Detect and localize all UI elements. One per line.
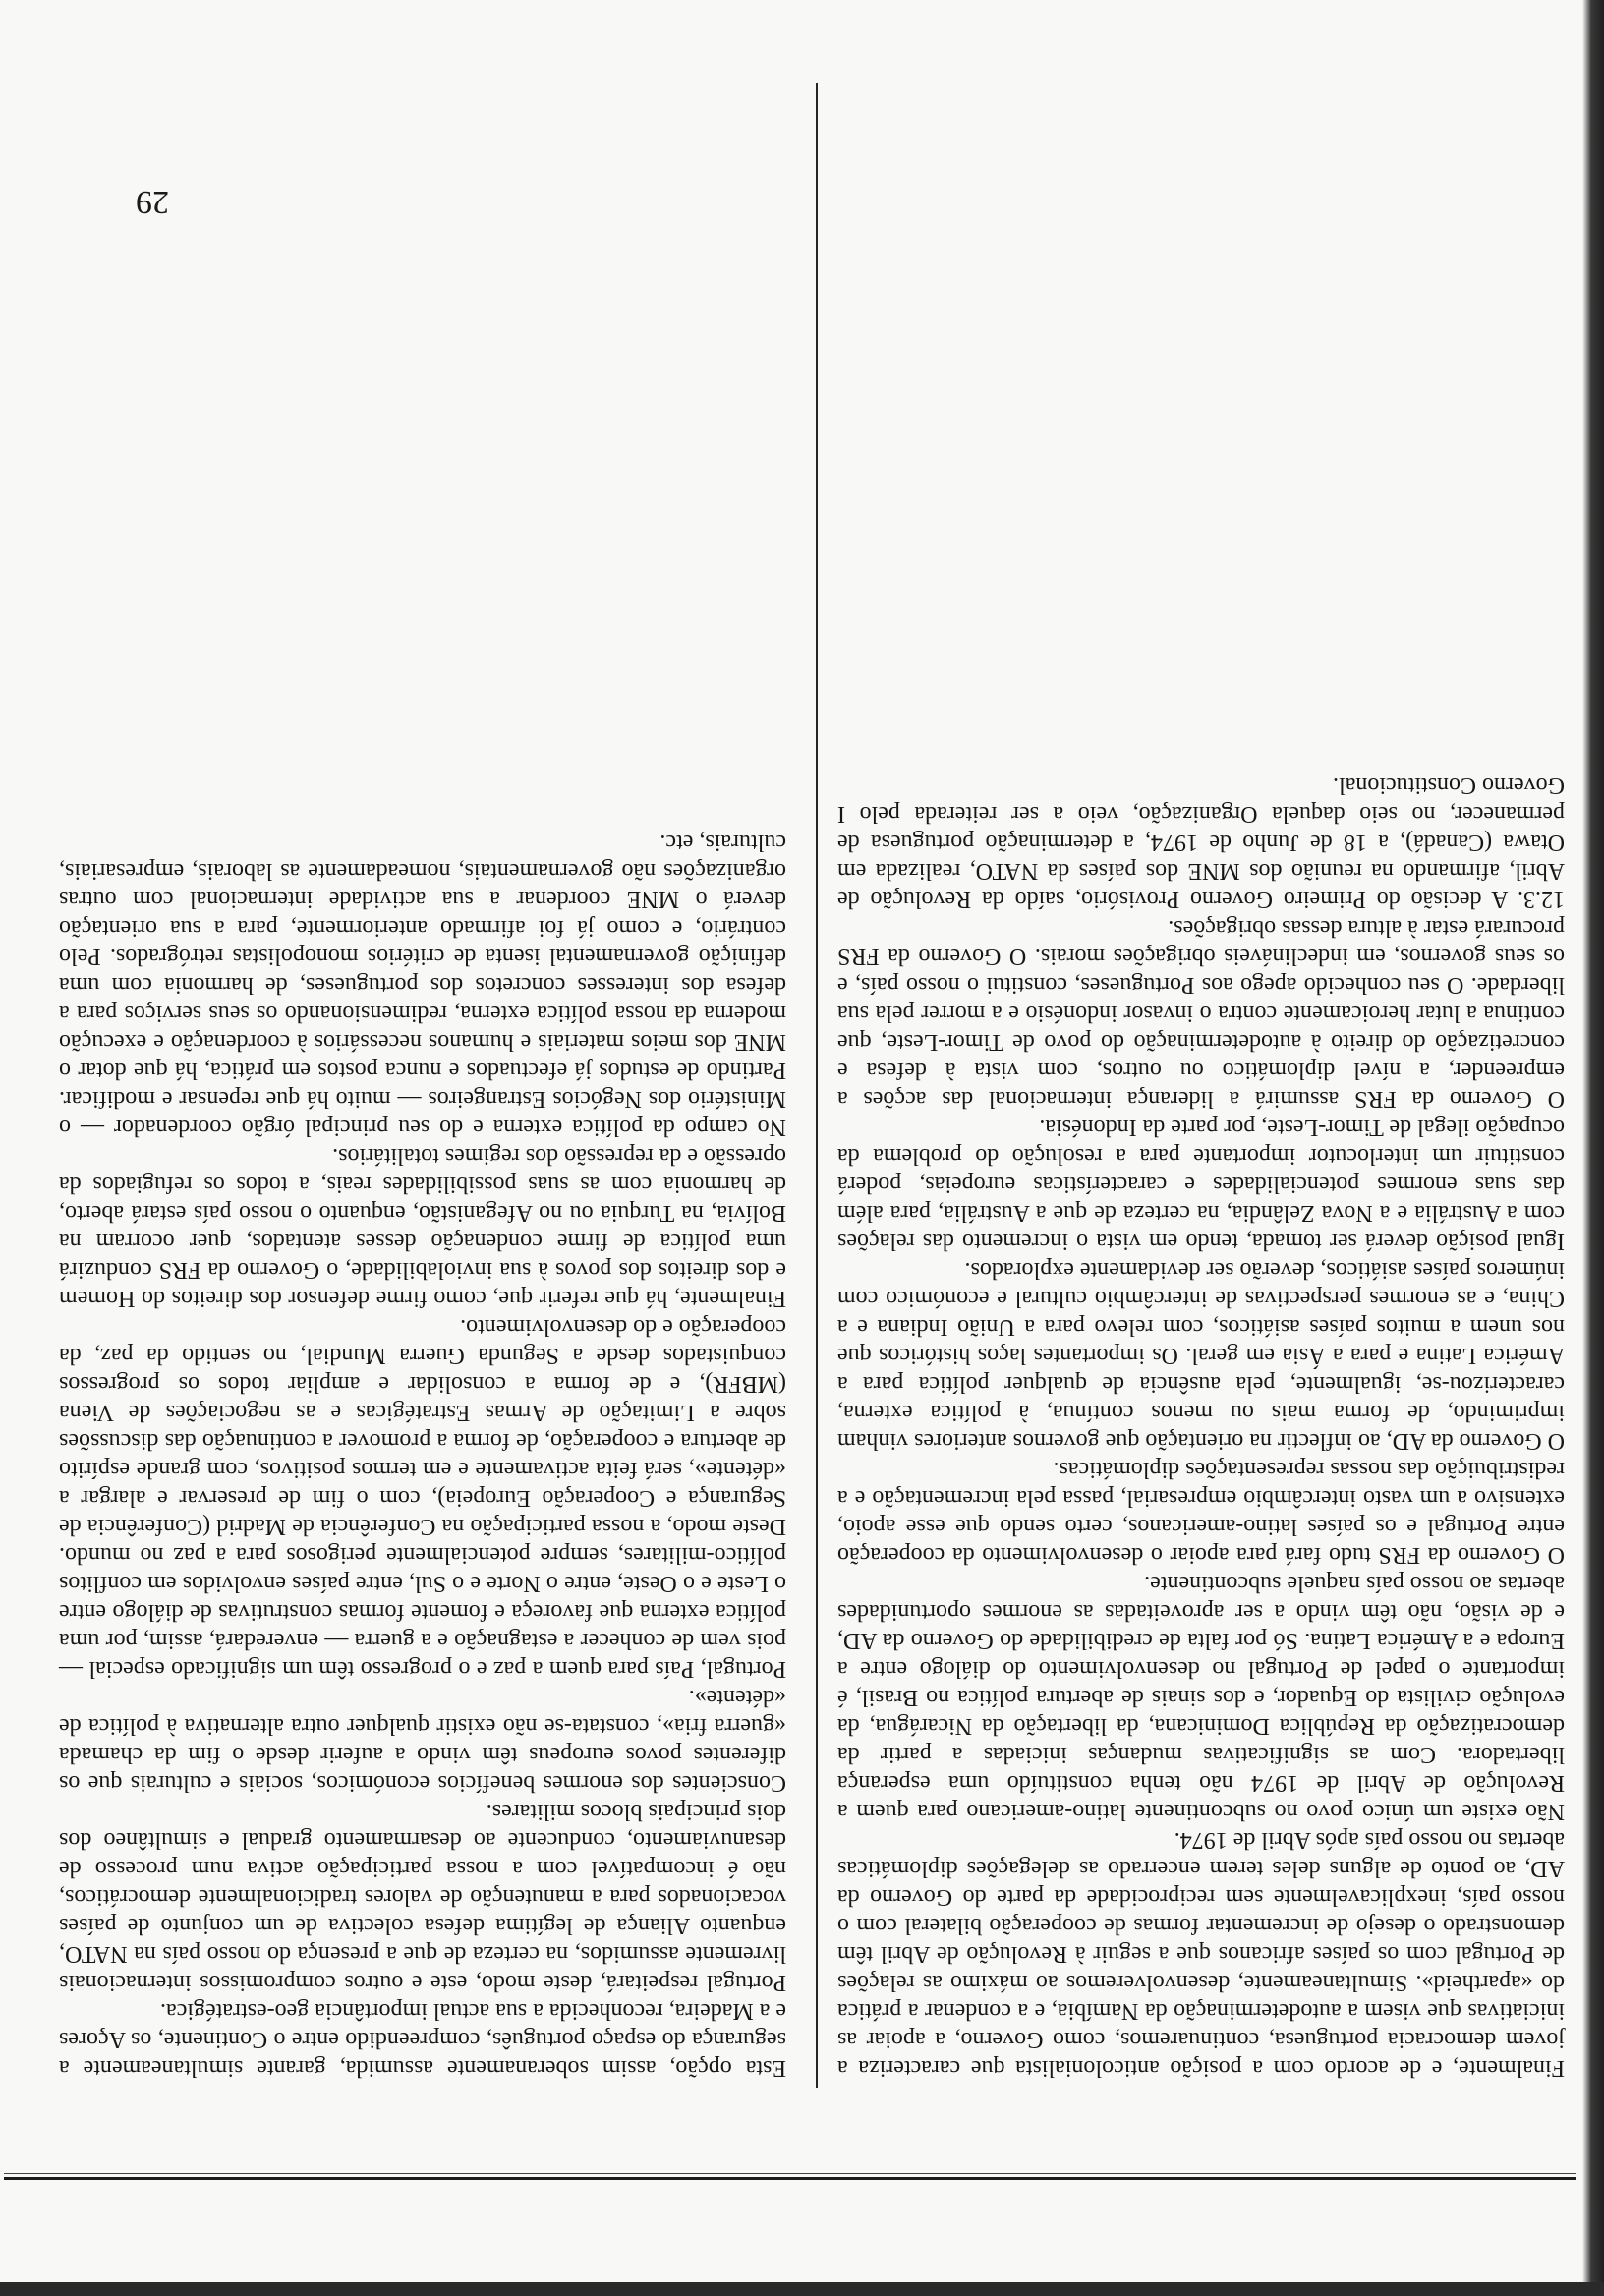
paragraph: Não existe um único povo no subcontinente latino-americano para quem a Revolução de Abril de 1974 não tenha constituído uma esperança libertadora. Com as significativas mudanças iniciadas a partir da democratização da República Dominicana, da libertação da Nicarágua, da evolução civilista do Equador, e dos sinais de abertura política no Brasil, é importante o papel de Portugal no desenvolvimento do diálogo entre a Europa e a América Latina. Só por falta de credibilidade do Governo da AD, e de visão, não têm vindo a ser aproveitadas as enormes oportunidades abertas ao nosso país naquele subcontinente. [837,1571,1565,1824]
page-rule [4,2177,1576,2180]
scan-edge-shadow [1582,0,1604,2296]
paragraph: No campo da política externa e do seu principal órgão coordenador — o Ministério dos Negócios Estrangeiros — muito há que repensar e modificar. Partindo de estudos já efectuados e nunca postos em prática, há que dotar o MNE dos meios materiais e humanos necessários à coordenação e execução moderna da nossa política externa, redimensionando os seus serviços para a defesa dos interesses concretos dos portugueses, de harmonia com uma definição governamental isenta de critérios monopolistas retrógrados. Pelo contrário, e como já foi afirmado anteriormente, para a sua orientação deverá o MNE coordenar a sua actividade internacional com outras organizações não governamentais, nomeadamente as laborais, empresariais, culturais, etc. [59,830,786,1140]
paragraph: Portugal respeitará, deste modo, este e outros compromissos internacionais livremente assumidos, na certeza de que a presença do nosso país na NATO, enquanto Aliança de legítima defesa colectiva de um conjunto de países vocacionados para a manutenção de valores tradicionalmente democráticos, não é incompatível com a nossa participação activa num processo de desanuviamento, conducente ao desarmamento gradual e simultâneo dos dois principais blocos militares. [59,1799,786,1995]
paragraph: Finalmente, há que referir que, como firme defensor dos direitos do Homem e dos direitos dos povos à sua inviolabilidade, o Governo da FRS conduzirá uma política de firme condenação desses atentados, quer ocorram na Bolívia, na Turquia ou no Afeganistão, enquanto o nosso país estará aberto, de harmonia com as suas possibilidades reais, a todos os refugiados da opressão e da repressão dos regimes totalitários. [59,1143,786,1311]
paragraph: O Governo da AD, ao inflectir na orientação que governos anteriores vinham imprimindo, de forma mais ou menos contínua, à política externa, caracterizou-se, igualmente, pela ausência de qualquer política para a América Latina e para a Ásia em geral. Os importantes laços históricos que nos unem a muitos países asiáticos, com relevo para a União Indiana e a China, e as enormes perspectivas de intercâmbio cultural e económico com inúmeros países asiáticos, deverão ser devidamente explorados. [837,1257,1565,1454]
right-column [59,828,786,2082]
paragraph: O Governo da FRS assumirá a liderança internacional das acções a empreender, a nível diplomático ou outros, com vista à defesa e concretização do direito à autodeterminação do povo de Timor-Leste, que continua a lutar heroicamente contra o invasor indonésio e a morrer pela sua liberdade. O seu conhecido apego aos Portugueses, constitui o nosso país, e os seus governos, em indeclináveis obrigações morais. O Governo da FRS procurará estar à altura dessas obrigações. [837,915,1565,1112]
page-rule-thin [4,2173,1576,2174]
paragraph: Finalmente, e de acordo com a posição anticolonialista que caracteriza a jovem democracia portuguesa, continuaremos, como Governo, a apoiar as iniciativas que visem a autodeterminação da Namíbia, e a condenar a prática do «apartheid». Simultaneamente, desenvolveremos ao máximo as relações de Portugal com os países africanos que a seguir à Revolução de Abril têm demonstrado o desejo de incrementar formas de cooperação bilateral com o nosso país, inexplicavelmente sem reciprocidade da parte do Governo da AD, ao ponto de alguns deles terem encerrado as delegações diplomáticas abertas no nosso país após Abril de 1974. [837,1827,1565,2081]
page-number: 29 [136,184,169,220]
paragraph: O Governo da FRS tudo fará para apoiar o desenvolvimento da cooperação entre Portugal e os países latino-americanos, certo sendo que esse apoio, extensivo a um vasto intercâmbio empresarial, passa pela incrementação e a redistribuição das nossas representações diplomáticas. [837,1457,1565,1568]
left-column [837,771,1565,2082]
scan-top-edge [0,2282,1604,2296]
paragraph: Portugal, País para quem a paz e o progresso têm um significado especial — pois vem de conhecer a estagnação e a guerra — enveredará, assim, por uma política externa que favoreça e fomente formas construtivas de diálogo entre o Leste e o Oeste, entre o Norte e o Sul, entre países envolvidos em conflitos político-militares, sempre potencialmente perigosos para a paz no mundo. Deste modo, a nossa participação na Conferência de Madrid (Conferência de Segurança e Cooperação Europeia), com o fim de preservar e alargar a «détente», será feita activamente e em termos positivos, com grande espírito de abertura e cooperação, de forma a promover a continuação das discussões sobre a Limitação de Armas Estratégicas e as negociações de Viena (MBFR), e de forma a consolidar e ampliar todos os progressos conquistados desde a Segunda Guerra Mundial, no sentido da paz, da cooperação e do desenvolvimento. [59,1314,786,1682]
paragraph: 12.3. A decisão do Primeiro Governo Provisório, saído da Revolução de Abril, afirmando na reunião dos MNE dos países da NATO, realizada em Otawa (Canadá), a 18 de Junho de 1974, a determinação portuguesa de permanecer, no seio daquela Organização, veio a ser reiterada pelo I Governo Constitucional. [837,773,1565,912]
paragraph: Conscientes dos enormes benefícios económicos, sociais e culturais que os diferentes povos europeus têm vindo a auferir desde o fim da chamada «guerra fria», constata-se não existir qualquer outra alternativa à política de «détente». [59,1685,786,1796]
paragraph: Esta opção, assim soberanamente assumida, garante simultaneamente a segurança do espaço português, compreendido entre o Continente, os Açores e a Madeira, reconhecida a sua actual importância geo-estratégica. [59,1998,786,2081]
column-divider [816,83,818,2088]
paragraph: Igual posição deverá ser tomada, tendo em vista o incremento das relações com a Austrália e a Nova Zelândia, na certeza de que a Austrália, para além das suas enormes potencialidades e características europeias, poderá constituir um interlocutor importante para a resolução do problema da ocupação ilegal de Timor-Leste, por parte da Indonésia. [837,1115,1565,1254]
